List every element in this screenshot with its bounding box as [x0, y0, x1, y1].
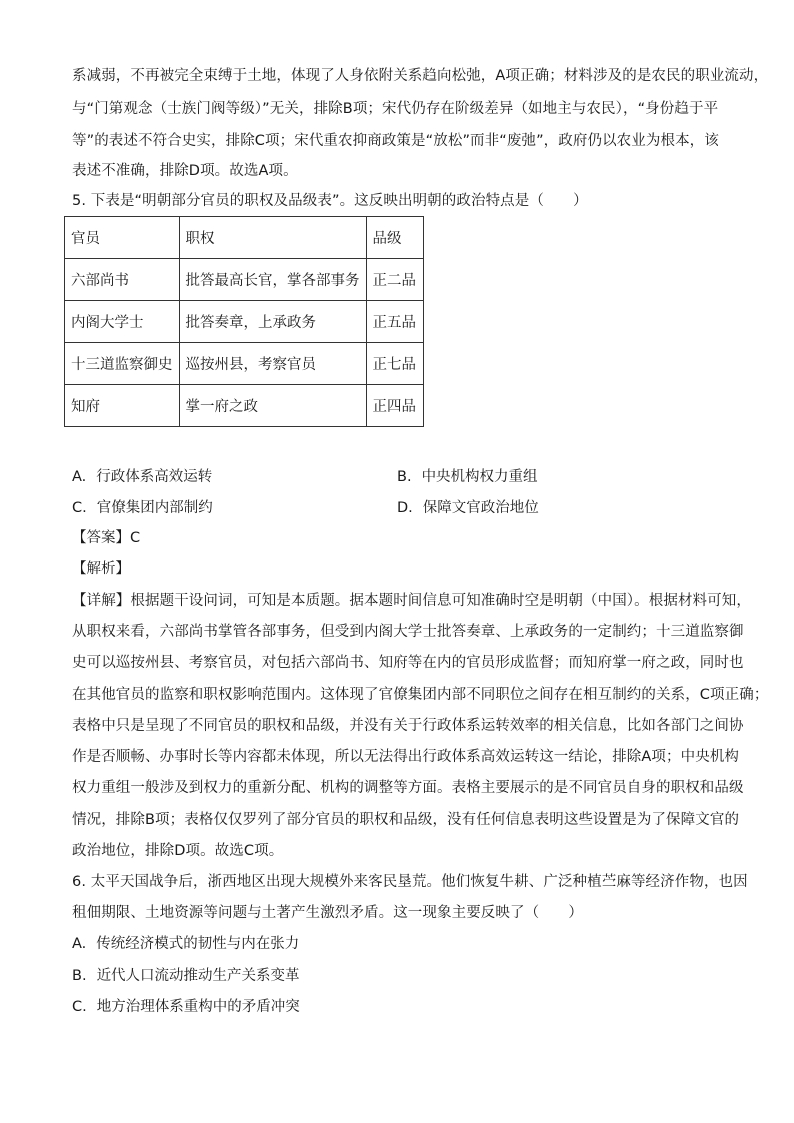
- option-letter: C.: [72, 999, 87, 1015]
- option-letter: B.: [397, 469, 412, 485]
- option-d: [397, 498, 539, 518]
- question-6-stem-line: 租佃期限、土地资源等问题与土著产生激烈矛盾。这一现象主要反映了（ ）: [72, 905, 583, 921]
- option-text: 官僚集团内部制约: [96, 500, 213, 516]
- detail-line: 史可以巡按州县、考察官员，对包括六部尚书、知府等在内的官员形成监督；而知府掌一府之政，同时也: [72, 655, 744, 671]
- table-cell: 内阁大学士: [65, 301, 180, 343]
- officials-table: [64, 216, 424, 427]
- table-cell: 正五品: [366, 301, 423, 343]
- detail-line: 政治地位，排除D项。故选C项。: [72, 843, 284, 859]
- prev-explanation-line: 表述不准确，排除D项。故选A项。: [72, 163, 298, 179]
- q6-option-a: [72, 934, 299, 954]
- prev-explanation-line: 系减弱，不再被完全束缚于土地，体现了人身依附关系趋向松弛，A项正确；材料涉及的是农民的职业流动，: [72, 68, 769, 84]
- table-cell: 十三道监察御史: [65, 343, 180, 385]
- prev-explanation-line: 与“门第观念（士族门阀等级）”无关，排除B项；宋代仍存在阶级差异（如地主与农民），“身份趋于平: [72, 101, 719, 117]
- table-cell: 知府: [65, 385, 180, 427]
- option-letter: B.: [72, 968, 87, 984]
- option-letter: C.: [72, 500, 87, 516]
- detail-text: 根据题干设问词，可知是本质题。据本题时间信息可知准确时空是明朝（中国）。根据材料可知，: [130, 593, 751, 609]
- answer-line: [72, 528, 140, 548]
- option-a: [72, 467, 212, 487]
- table-cell: 批答奏章，上承政务: [179, 301, 366, 343]
- option-b: [397, 467, 538, 487]
- table-cell: 正七品: [366, 343, 423, 385]
- option-text: 传统经济模式的韧性与内在张力: [96, 936, 300, 952]
- table-cell: 六部尚书: [65, 259, 180, 301]
- table-header-row: [65, 217, 424, 259]
- table-row: [65, 301, 424, 343]
- q6-option-c: [72, 997, 300, 1017]
- option-text: 中央机构权力重组: [421, 469, 538, 485]
- table-row: [65, 385, 424, 427]
- detail-line: [72, 591, 751, 611]
- table-cell: 巡按州县，考察官员: [179, 343, 366, 385]
- analysis-tag: 【解析】: [72, 561, 130, 577]
- detail-line: 在其他官员的监察和职权影响范围内。这体现了官僚集团内部不同职位之间存在相互制约的关系，C项正确；: [72, 687, 769, 703]
- detail-line: 表格中只是呈现了不同官员的职权和品级，并没有关于行政体系运转效率的相关信息，比如各部门之间协: [72, 718, 744, 734]
- detail-line: 情况，排除B项；表格仅仅罗列了部分官员的职权和品级，没有任何信息表明这些设置是为了保障文官的: [72, 812, 740, 828]
- answer-value: C: [130, 530, 141, 546]
- table-cell: 正二品: [366, 259, 423, 301]
- option-letter: D.: [397, 500, 413, 516]
- detail-tag: 【详解】: [72, 593, 131, 609]
- q6-option-b: [72, 966, 300, 986]
- option-text: 近代人口流动推动生产关系变革: [96, 968, 300, 984]
- detail-line: 作是否顺畅、办事时长等内容都未体现，所以无法得出行政体系高效运转这一结论，排除A项；中央机构: [72, 749, 740, 765]
- option-c: [72, 498, 213, 518]
- option-text: 行政体系高效运转: [96, 469, 213, 485]
- table-header-cell: 官员: [65, 217, 180, 259]
- answer-tag: 【答案】: [72, 530, 130, 546]
- table-row: [65, 343, 424, 385]
- table-header-cell: 品级: [366, 217, 423, 259]
- prev-explanation-line: 等”的表述不符合史实，排除C项；宋代重农抑商政策是“放松”而非“废弛”，政府仍以农业为根本，该: [72, 133, 719, 149]
- option-letter: A.: [72, 936, 87, 952]
- question-5-stem: 5. 下表是“明朝部分官员的职权及品级表”。这反映出明朝的政治特点是（ ）: [72, 193, 588, 209]
- table-cell: 批答最高长官，掌各部事务: [179, 259, 366, 301]
- table-cell: 掌一府之政: [179, 385, 366, 427]
- detail-line: 权力重组一般涉及到权力的重新分配、机构的调整等方面。表格主要展示的是不同官员自身的职权和品级: [72, 780, 744, 796]
- option-text: 地方治理体系重构中的矛盾冲突: [96, 999, 300, 1015]
- question-6-stem-line: 6. 太平天国战争后，浙西地区出现大规模外来客民垦荒。他们恢复牛耕、广泛种植苎麻等经济作物，也因: [72, 874, 748, 890]
- option-text: 保障文官政治地位: [422, 500, 539, 516]
- table-cell: 正四品: [366, 385, 423, 427]
- table-header-cell: 职权: [179, 217, 366, 259]
- option-letter: A.: [72, 469, 87, 485]
- table-row: [65, 259, 424, 301]
- detail-line: 从职权来看，六部尚书掌管各部事务，但受到内阁大学士批答奏章、上承政务的一定制约；十三道监察御: [72, 624, 744, 640]
